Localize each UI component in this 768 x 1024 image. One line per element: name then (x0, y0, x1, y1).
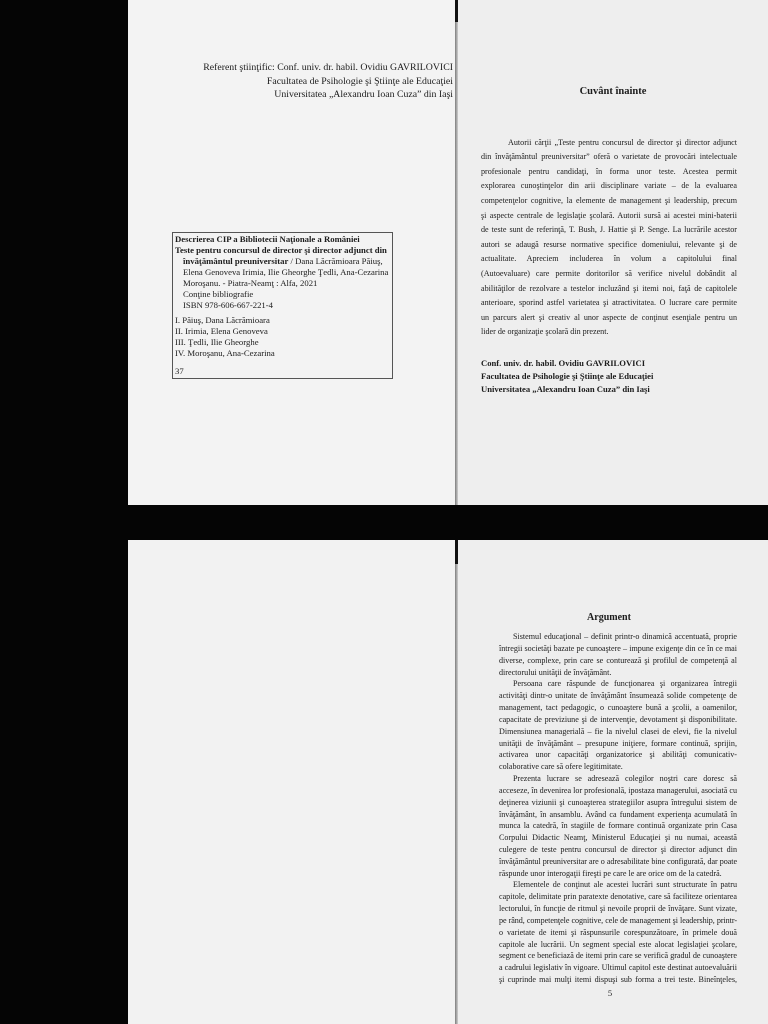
gutter-shadow (455, 0, 458, 505)
cip-detail-line: Elena Genoveva Irimia, Ilie Gheorghe Ţedli, Ana-Cezarina (183, 267, 389, 277)
referent-university-line: Universitatea „Alexandru Ioan Cuza” din Iaşi (274, 89, 453, 100)
text-line: explorarea cunoştinţelor din arii disciplinare variate – de la evaluarea (481, 181, 737, 191)
text-line: Sistemul educaţional – definit printr-o dinamică accentuată, proprie (513, 632, 737, 642)
cip-detail-line: Conţine bibliografie (183, 289, 254, 299)
text-line: capacitate de previziune şi de intervenţie, devotament şi disponibilitate. (499, 714, 737, 724)
cip-author-line: III. Ţedli, Ilie Gheorghe (175, 337, 259, 347)
referent-block (153, 61, 453, 102)
text-line: învăţământ, în ansamblu. Având ca fundament experienţa acumulată în (499, 809, 737, 819)
text-line: diverse, complexe, prin care se conturează şi profilul de competenţă al (499, 655, 737, 665)
referent-line: Referent ştiinţific: Conf. univ. dr. habil. Ovidiu GAVRILOVICI (203, 62, 453, 73)
text-line: acceseze, în devenirea lor profesională, ipostaza managerului, asociată cu (499, 785, 737, 795)
text-line: anterioare, sporind astfel varietatea şi atractivitatea. O lucrare care permite (481, 298, 737, 308)
text-line: lider de organizaţie şcolară din prezent. (481, 327, 609, 337)
cip-detail-line: Moroşanu. - Piatra-Neamţ : Alfa, 2021 (183, 278, 318, 288)
text-line: management, tact pedagogic, o cunoaştere bună a şcolii, a oamenilor, (499, 703, 737, 713)
text-line: competenţelor cognitive, la elemente de management şi leadership, precum (481, 196, 737, 206)
paragraph-block (481, 136, 737, 340)
text-line: pe rând, competenţele cognitive, cele de management şi leadership, printr- (499, 915, 737, 925)
text-line: de teste sunt de referinţă, T. Bush, J. Hattie şi P. Senge. La lucrările acestor (481, 225, 737, 235)
text-line: unităţii de învăţământ – presupune iniţiere, formare continuă, sprijin, (499, 738, 737, 748)
text-line: profesionale pentru candidaţi, în forma unor teste. Acestea permit (481, 166, 737, 176)
signature-line: Facultatea de Psihologie şi Ştiinţe ale Educaţiei (481, 370, 654, 381)
text-line: (Autoevaluare) care permite doritorilor să verifice nivelul dobândit al (481, 269, 737, 279)
text-line: Elementele de conţinut ale acestei lucrări sunt structurate în patru (513, 880, 737, 890)
text-line: deţinerea viziunii şi cunoaşterea strategiilor asupra întregului sistem de (499, 797, 737, 807)
cip-heading: Descrierea CIP a Bibliotecii Naţionale a României (175, 234, 360, 244)
cip-title-continuation (175, 256, 390, 267)
paragraph (499, 773, 737, 879)
blank-page (128, 540, 455, 1024)
cip-isbn: ISBN 978-606-667-221-4 (183, 300, 274, 310)
page-top-right (458, 0, 768, 505)
text-line: capitole ale lucrării. Un segment special este alocat legislaţiei şcolare, (499, 939, 737, 949)
signature-line: Conf. univ. dr. habil. Ovidiu GAVRILOVICI (481, 357, 646, 368)
cip-author-line: I. Păiuş, Dana Lăcrămioara (175, 315, 270, 325)
text-line: învăţământul preuniversitar are o adresabilitate bine configurată, dar poate (499, 856, 737, 866)
text-line: abilităţilor de rezolvare a testelor incluzând şi itemi noi, faţă de capitolele (481, 283, 737, 293)
text-line: şi cuprinde mai mulţi itemi dispuşi sub forma a trei teste. Bineînţeles, (499, 975, 737, 985)
referent-faculty-line: Facultatea de Psihologie şi Ştiinţe ale Educaţiei (266, 75, 453, 87)
text-line: autori se adaugă resurse normative specifice domeniului, relevante şi de (481, 239, 737, 249)
cip-box (172, 232, 393, 379)
page-number: 5 (607, 988, 613, 998)
text-line: munca la catedră, în stagiile de formare continuă organizate prin Casa (499, 821, 737, 831)
page-bottom-right (458, 540, 768, 1024)
paragraph (499, 631, 737, 678)
text-line: un parcurs alert şi creativ al unor aspecte de conţinut esenţiale pentru un (481, 312, 737, 322)
paragraph (499, 678, 737, 773)
text-line: a cadrului legislativ în vigoare. Ultimul capitol este destinat autoevaluării (499, 963, 737, 973)
text-line: Persoana care răspunde de funcţionarea şi organizarea întregii (513, 679, 737, 689)
cip-classification: 37 (175, 366, 184, 376)
text-line: capitole, delimitate prin paratexte denotative, care să faciliteze orientarea (499, 892, 737, 902)
text-line: directorului unităţii de învăţământ. (499, 667, 612, 677)
text-line: colaborative care să ofere legitimitate. (499, 762, 623, 772)
text-line: culegere de teste pentru concursul de director şi director adjunct din (499, 845, 737, 854)
text-line: o varietate de itemi şi răspunsurile corespunzătoare, în primele două (499, 927, 737, 937)
signature-block (481, 357, 741, 396)
cip-author-line: II. Irimia, Elena Genoveva (175, 326, 268, 336)
gutter-mark (455, 0, 458, 22)
cip-author-line: IV. Moroşanu, Ana-Cezarina (175, 348, 275, 358)
text-line: segment ce beneficiază de itemi prin care se verifică gradul de cunoaştere (499, 951, 737, 961)
cip-authors (175, 315, 390, 359)
text-line: Corpului Didactic Neamţ, Ministerul Educaţiei şi nu numai, această (499, 833, 737, 843)
cip-responsibility: / Dana Lăcrămioara Păiuş, (290, 256, 383, 266)
text-line: actualitate. Apreciem includerea în volum a capitolului final (481, 254, 737, 264)
text-line: întregii societăţi bazate pe cunoaştere – impune exigenţe din ce în ce mai (499, 643, 737, 653)
text-line: Dimensiunea managerială – fie la nivelul clasei de elevi, fie la nivelul (499, 726, 737, 736)
text-line: din învăţământul preuniversitar” oferă o varietate de provocări intelectuale (481, 152, 737, 162)
chapter-title: Cuvânt înainte (579, 86, 647, 97)
text-line: activităţi dintr-o unitate de învăţământ însumează solide competenţe de (499, 691, 737, 701)
text-line: activarea unor capacităţi organizatorice şi abilităţi comunicativ- (499, 750, 737, 760)
paragraph-block (499, 631, 737, 986)
text-line: răspunde unor interogaţii fireşti pe care le are orice om de la catedră. (499, 868, 722, 878)
text-line: Prezenta lucrare se adresează colegilor noştri care doresc să (513, 774, 737, 784)
paragraph (499, 879, 737, 985)
paragraph (481, 136, 737, 340)
text-line: Autorii cărţii „Teste pentru concursul de director şi director adjunct (508, 137, 737, 147)
chapter-title: Argument (587, 612, 631, 623)
text-line: şi aspecte centrale de legislaţie şcolară. Autorii sursă ai acestei mini-baterii (481, 210, 737, 220)
gutter-mark (455, 540, 458, 564)
text-line: lectorului, în funcţie de ritmul şi nevoile proprii de învăţare. Sunt vizate, (499, 904, 737, 914)
page-top-left (128, 0, 455, 505)
cip-title-end: învăţământul preuniversitar (183, 256, 289, 266)
gutter-shadow (455, 540, 458, 1024)
cip-title-line: Teste pentru concursul de director şi director adjunct din (175, 245, 387, 255)
signature-line: Universitatea „Alexandru Ioan Cuza” din Iaşi (481, 383, 650, 394)
